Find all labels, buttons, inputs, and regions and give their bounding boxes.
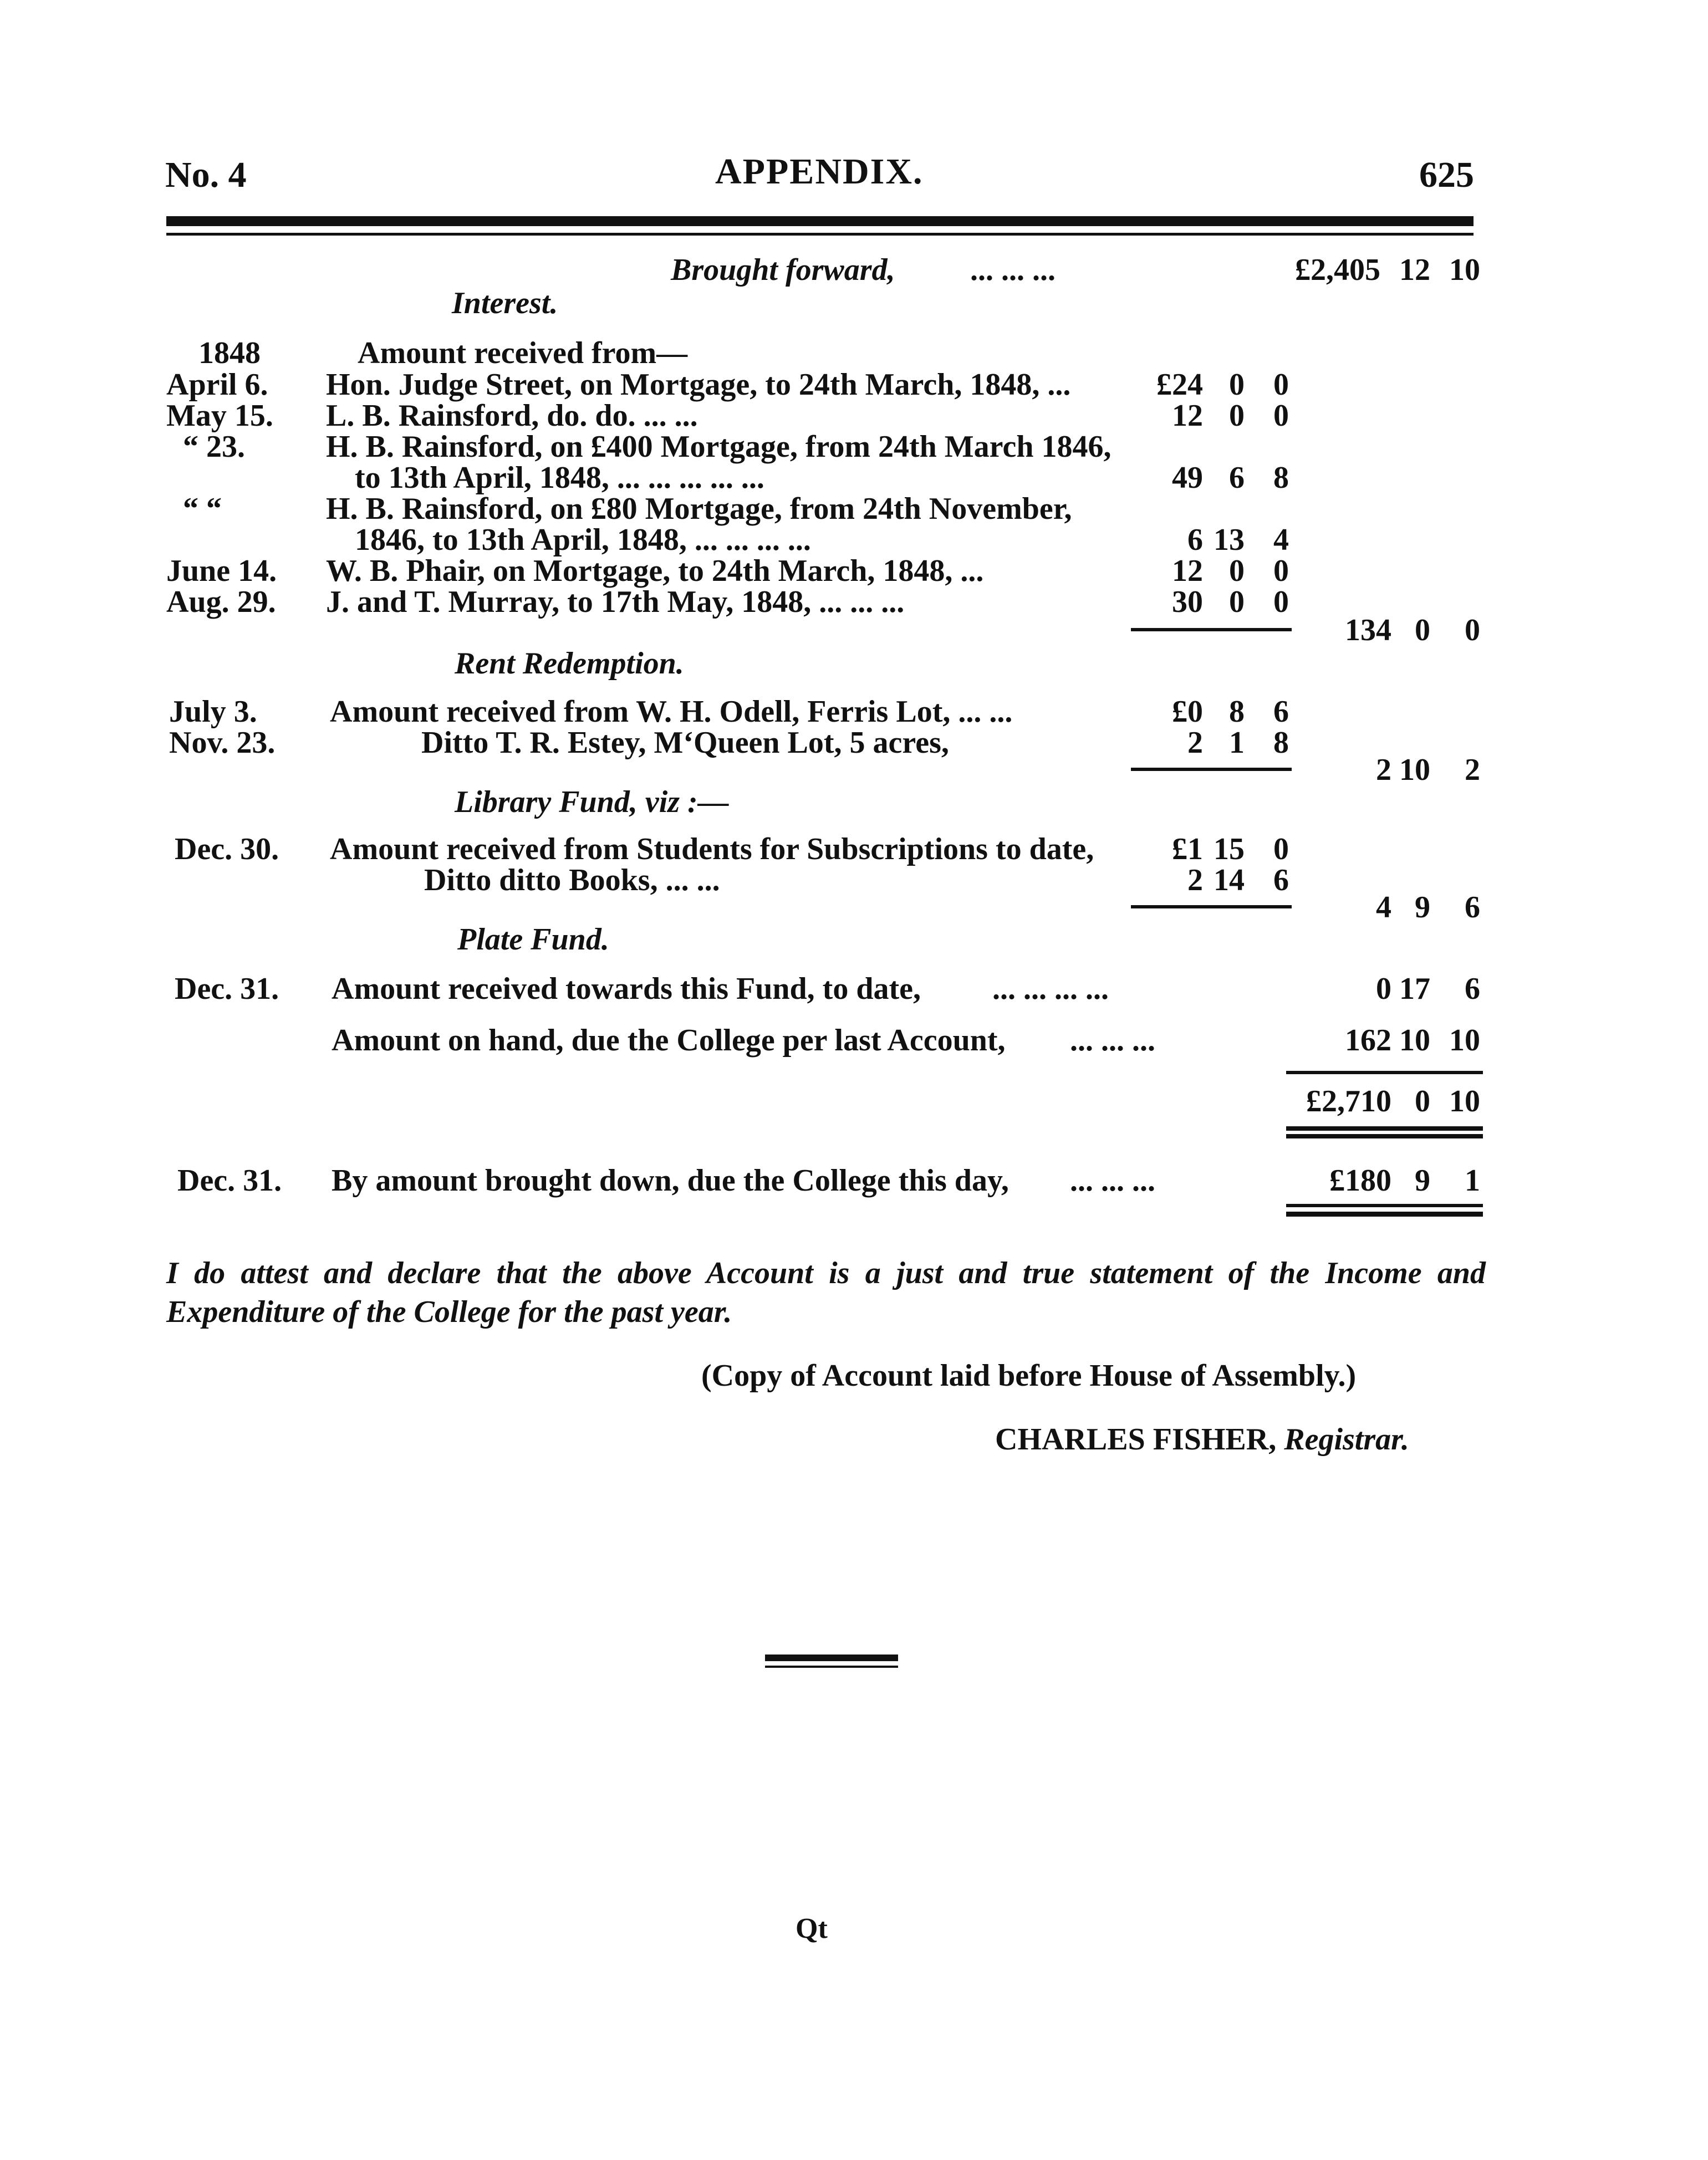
plate-heading: Plate Fund. xyxy=(457,922,609,957)
brought-forward-label: Brought forward, xyxy=(671,253,895,287)
library-total-pence: 6 xyxy=(1465,890,1480,925)
signature xyxy=(995,1422,1409,1457)
interest-total-pounds: 134 xyxy=(1345,613,1391,647)
grand-total-double-rule-2 xyxy=(1286,1134,1483,1138)
interest-text: to 13th April, 1848, ... ... ... ... ... xyxy=(355,461,764,495)
interest-total-shillings: 0 xyxy=(1415,613,1430,647)
signatory-name: CHARLES FISHER, xyxy=(995,1422,1277,1457)
rent-heading: Rent Redemption. xyxy=(455,646,684,681)
interest-text: H. B. Rainsford, on £80 Mortgage, from 24th November, xyxy=(326,492,1072,526)
interest-shillings: 0 xyxy=(1229,585,1245,619)
plate-text: Amount received towards this Fund, to date, xyxy=(332,972,921,1006)
page-number: 625 xyxy=(1419,155,1474,195)
library-date: Dec. 30. xyxy=(175,832,279,866)
interest-shillings: 0 xyxy=(1229,367,1245,402)
brought-down-date: Dec. 31. xyxy=(177,1163,282,1198)
interest-pounds: 49 xyxy=(1172,461,1203,495)
rent-text: Amount received from W. H. Odell, Ferris Lot, ... ... xyxy=(330,695,1013,729)
interest-text: W. B. Phair, on Mortgage, to 24th March, 1848, ... xyxy=(326,554,984,588)
plate-shillings: 17 xyxy=(1399,972,1430,1006)
rent-text: Ditto T. R. Estey, M‘Queen Lot, 5 acres, xyxy=(421,726,949,760)
rent-shillings: 1 xyxy=(1229,726,1245,760)
plate-pounds: 0 xyxy=(1376,972,1391,1006)
interest-date: April 6. xyxy=(166,367,268,402)
library-text: Amount received from Students for Subscriptions to date, xyxy=(330,832,1094,866)
library-text: Ditto ditto Books, ... ... xyxy=(424,863,720,897)
grand-total-double-rule-1 xyxy=(1286,1126,1483,1131)
interest-pounds: 30 xyxy=(1172,585,1203,619)
brought-down-shillings: 9 xyxy=(1415,1163,1430,1198)
on-hand-pence: 10 xyxy=(1449,1023,1480,1058)
interest-year: 1848 xyxy=(198,336,261,370)
brought-down-dots: ... ... ... xyxy=(1070,1163,1155,1198)
interest-pounds: 6 xyxy=(1187,523,1203,557)
brought-down-pounds: £180 xyxy=(1329,1163,1391,1198)
interest-text: L. B. Rainsford, do. do. ... ... xyxy=(326,399,698,433)
rent-total-pounds: 2 xyxy=(1376,753,1391,787)
rent-date: Nov. 23. xyxy=(169,726,276,760)
rent-pounds: 2 xyxy=(1187,726,1203,760)
rent-pence: 6 xyxy=(1273,695,1289,729)
interest-pounds: 12 xyxy=(1172,399,1203,433)
signatory-title: Registrar. xyxy=(1284,1422,1409,1457)
rent-total-pence: 2 xyxy=(1465,753,1480,787)
brought-down-rule-1 xyxy=(1286,1204,1483,1207)
library-shillings: 15 xyxy=(1214,832,1245,866)
interest-pounds: £24 xyxy=(1156,367,1203,402)
header-rule-thin xyxy=(166,233,1474,236)
interest-date: June 14. xyxy=(166,554,277,588)
on-hand-pounds: 162 xyxy=(1345,1023,1391,1058)
interest-pence: 0 xyxy=(1273,585,1289,619)
interest-date: May 15. xyxy=(166,399,273,433)
copy-note: (Copy of Account laid before House of Assembly.) xyxy=(701,1359,1357,1393)
library-total-shillings: 9 xyxy=(1415,890,1430,925)
header-rule-thick xyxy=(166,216,1474,226)
interest-pence: 8 xyxy=(1273,461,1289,495)
section-number: No. 4 xyxy=(165,155,247,195)
library-shillings: 14 xyxy=(1214,863,1245,897)
interest-intro: Amount received from— xyxy=(358,336,688,370)
brought-down-text: By amount brought down, due the College this day, xyxy=(332,1163,1009,1198)
page-heading: APPENDIX. xyxy=(715,151,924,192)
interest-shillings: 6 xyxy=(1229,461,1245,495)
interest-pence: 0 xyxy=(1273,554,1289,588)
brought-down-rule-2 xyxy=(1286,1212,1483,1217)
grand-total-top-rule xyxy=(1286,1071,1483,1074)
on-hand-shillings: 10 xyxy=(1399,1023,1430,1058)
brought-forward-shillings: 12 xyxy=(1399,253,1430,287)
plate-dots: ... ... ... ... xyxy=(992,972,1109,1006)
brought-down-pence: 1 xyxy=(1465,1163,1480,1198)
library-total-pounds: 4 xyxy=(1376,890,1391,925)
footer-signature-mark: Qt xyxy=(796,1913,828,1944)
brought-forward-dots: ... ... ... xyxy=(970,253,1056,287)
interest-shillings: 0 xyxy=(1229,399,1245,433)
rent-total-shillings: 10 xyxy=(1399,753,1430,787)
interest-text: 1846, to 13th April, 1848, ... ... ... ... xyxy=(355,523,811,557)
brought-forward-pence: 10 xyxy=(1449,253,1480,287)
grand-total-shillings: 0 xyxy=(1415,1084,1430,1119)
grand-total-pounds: £2,710 xyxy=(1306,1084,1391,1119)
rent-pence: 8 xyxy=(1273,726,1289,760)
footer-ornament-thin xyxy=(765,1666,898,1668)
interest-shillings: 0 xyxy=(1229,554,1245,588)
interest-text: Hon. Judge Street, on Mortgage, to 24th March, 1848, ... xyxy=(326,367,1071,402)
interest-heading: Interest. xyxy=(452,286,558,320)
rent-date: July 3. xyxy=(169,695,257,729)
brought-forward-pounds: £2,405 xyxy=(1295,253,1380,287)
rent-subtotal-rule xyxy=(1131,768,1292,771)
on-hand-dots: ... ... ... xyxy=(1070,1023,1155,1058)
interest-subtotal-rule xyxy=(1131,628,1292,631)
interest-pounds: 12 xyxy=(1172,554,1203,588)
rent-shillings: 8 xyxy=(1229,695,1245,729)
interest-date: Aug. 29. xyxy=(166,585,276,619)
interest-shillings: 13 xyxy=(1214,523,1245,557)
plate-pence: 6 xyxy=(1465,972,1480,1006)
library-heading: Library Fund, viz :— xyxy=(455,785,729,819)
interest-date: “ 23. xyxy=(183,430,245,464)
library-pounds: 2 xyxy=(1187,863,1203,897)
rent-pounds: £0 xyxy=(1172,695,1203,729)
library-pence: 0 xyxy=(1273,832,1289,866)
interest-text: H. B. Rainsford, on £400 Mortgage, from 24th March 1846, xyxy=(326,430,1112,464)
library-subtotal-rule xyxy=(1131,905,1292,908)
interest-pence: 0 xyxy=(1273,367,1289,402)
interest-date: “ “ xyxy=(183,492,222,526)
library-pence: 6 xyxy=(1273,863,1289,897)
interest-pence: 4 xyxy=(1273,523,1289,557)
interest-pence: 0 xyxy=(1273,399,1289,433)
library-pounds: £1 xyxy=(1172,832,1203,866)
attestation-text: I do attest and declare that the above Account is a just and true statement of the Income and Expenditure of the College for the past year. xyxy=(166,1256,1486,1329)
footer-ornament-thick xyxy=(765,1655,898,1661)
interest-text: J. and T. Murray, to 17th May, 1848, ... ... ... xyxy=(326,585,905,619)
grand-total-pence: 10 xyxy=(1449,1084,1480,1119)
plate-date: Dec. 31. xyxy=(175,972,279,1006)
interest-total-pence: 0 xyxy=(1465,613,1480,647)
on-hand-text: Amount on hand, due the College per last Account, xyxy=(332,1023,1006,1058)
